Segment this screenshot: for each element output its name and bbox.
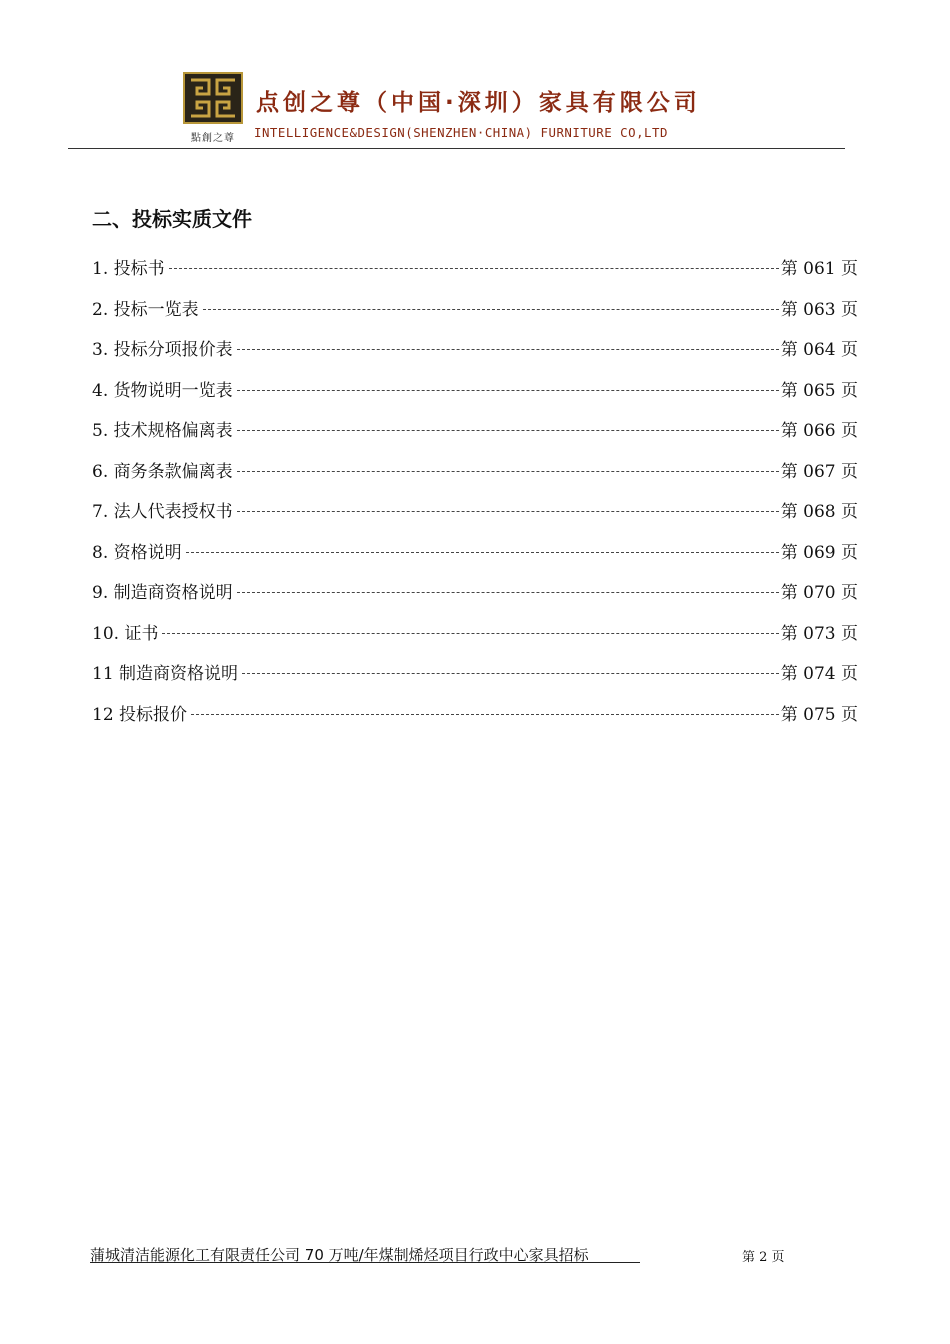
toc-entry[interactable]: [92, 578, 858, 619]
toc-leader: [242, 673, 779, 674]
footer-project-title: 蒲城清洁能源化工有限责任公司 70 万吨/年煤制烯烃项目行政中心家具招标: [90, 1246, 589, 1264]
toc-entry-page: 第 065 页: [780, 380, 858, 401]
toc-entry-label: 7. 法人代表授权书: [92, 502, 233, 522]
toc-leader: [191, 714, 779, 715]
toc-entry-label: 8. 资格说明: [92, 542, 182, 563]
toc-entry[interactable]: [92, 376, 858, 417]
toc-entry-page: 第 064 页: [780, 340, 858, 360]
toc-entry[interactable]: [92, 416, 858, 457]
toc-leader: [169, 268, 779, 269]
toc-entry-page: 第 070 页: [780, 583, 858, 603]
toc-leader: [237, 390, 779, 391]
toc-entry-label: 2. 投标一览表: [92, 299, 199, 320]
toc-entry-label: 3. 投标分项报价表: [92, 340, 233, 360]
toc-leader: [186, 552, 779, 553]
toc-entry[interactable]: [92, 457, 858, 498]
toc-entry[interactable]: [92, 335, 858, 376]
toc-entry-page: 第 061 页: [780, 259, 858, 279]
header-divider: [68, 148, 845, 149]
footer-underline: [90, 1262, 640, 1263]
toc-leader: [237, 592, 779, 593]
toc-leader: [203, 309, 779, 310]
toc-entry-page: 第 074 页: [780, 664, 858, 684]
toc-entry[interactable]: [92, 497, 858, 538]
company-name-en: INTELLIGENCE&DESIGN(SHENZHEN·CHINA) FURNITURE CO,LTD: [254, 125, 668, 140]
toc-entry-label: 12 投标报价: [92, 704, 188, 725]
toc-entry-page: 第 066 页: [780, 421, 858, 441]
company-logo-icon: [183, 72, 243, 124]
toc-entry[interactable]: [92, 254, 858, 295]
toc-entry-label: 1. 投标书: [92, 259, 165, 279]
toc-leader: [237, 430, 779, 431]
company-name-cn: 点创之尊（中国·深圳）家具有限公司: [256, 90, 701, 116]
footer-page-number: 第 2 页: [742, 1250, 785, 1265]
table-of-contents: [92, 254, 858, 740]
toc-entry[interactable]: [92, 659, 858, 700]
toc-entry-page: 第 069 页: [780, 542, 858, 563]
toc-entry-label: 9. 制造商资格说明: [92, 583, 233, 603]
toc-entry-label: 11 制造商资格说明: [92, 664, 239, 684]
toc-entry-label: 4. 货物说明一览表: [92, 380, 233, 401]
toc-entry-page: 第 075 页: [780, 704, 858, 725]
logo-caption: 點創之尊: [191, 133, 235, 144]
toc-entry[interactable]: [92, 619, 858, 660]
toc-entry-page: 第 067 页: [780, 461, 858, 482]
toc-entry-label: 10. 证书: [92, 623, 159, 644]
toc-entry-page: 第 068 页: [780, 502, 858, 522]
toc-entry[interactable]: [92, 295, 858, 336]
toc-entry[interactable]: [92, 538, 858, 579]
toc-entry[interactable]: [92, 700, 858, 741]
toc-entry-page: 第 063 页: [780, 299, 858, 320]
toc-entry-label: 6. 商务条款偏离表: [92, 461, 233, 482]
toc-entry-label: 5. 技术规格偏离表: [92, 421, 233, 441]
toc-leader: [237, 511, 779, 512]
toc-entry-page: 第 073 页: [780, 623, 858, 644]
toc-leader: [162, 633, 778, 634]
toc-leader: [237, 471, 779, 472]
toc-leader: [237, 349, 779, 350]
section-title: 二、投标实质文件: [92, 207, 252, 231]
